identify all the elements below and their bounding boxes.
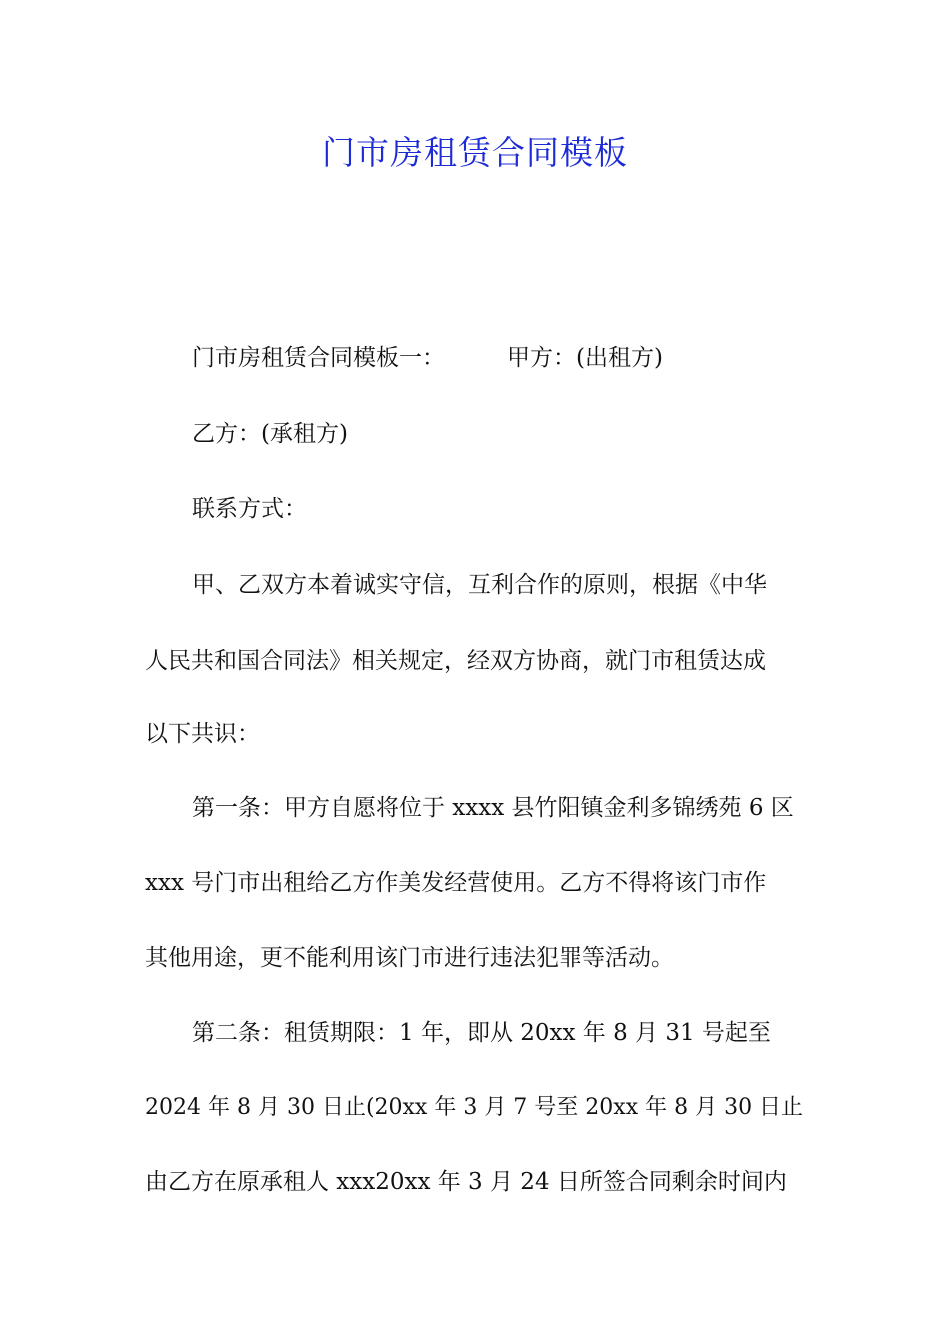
article-one-line: 第一条：甲方自愿将位于 xxxx 县竹阳镇金利多锦绣苑 6 区 (192, 795, 794, 821)
contact-label: 联系方式： (192, 496, 307, 522)
article-one-line: 其他用途，更不能利用该门市进行违法犯罪等活动。 (145, 945, 674, 971)
paragraph-line: 以下共识： (145, 721, 260, 747)
paragraph-line-template-intro (192, 341, 857, 375)
document-title: 门市房租赁合同模板 (322, 133, 628, 172)
article-one-line: xxx 号门市出租给乙方作美发经营使用。乙方不得将该门市作 (145, 870, 767, 896)
article-two-line: 2024 年 8 月 30 日止(20xx 年 3 月 7 号至 20xx 年 8 月 30 日止 (145, 1095, 804, 1120)
party-a-label: 甲方：(出租方) (507, 345, 663, 371)
paragraph-line: 甲、乙双方本着诚实守信，互利合作的原则，根据《中华 (192, 572, 767, 598)
article-two-line: 第二条：租赁期限：1 年，即从 20xx 年 8 月 31 号起至 (192, 1020, 771, 1046)
party-b-label: 乙方：(承租方) (192, 421, 348, 447)
paragraph-line: 人民共和国合同法》相关规定，经双方协商，就门市租赁达成 (145, 648, 766, 674)
template-one-label: 门市房租赁合同模板一： (192, 345, 445, 371)
article-two-line: 由乙方在原承租人 xxx20xx 年 3 月 24 日所签合同剩余时间内 (145, 1169, 787, 1195)
